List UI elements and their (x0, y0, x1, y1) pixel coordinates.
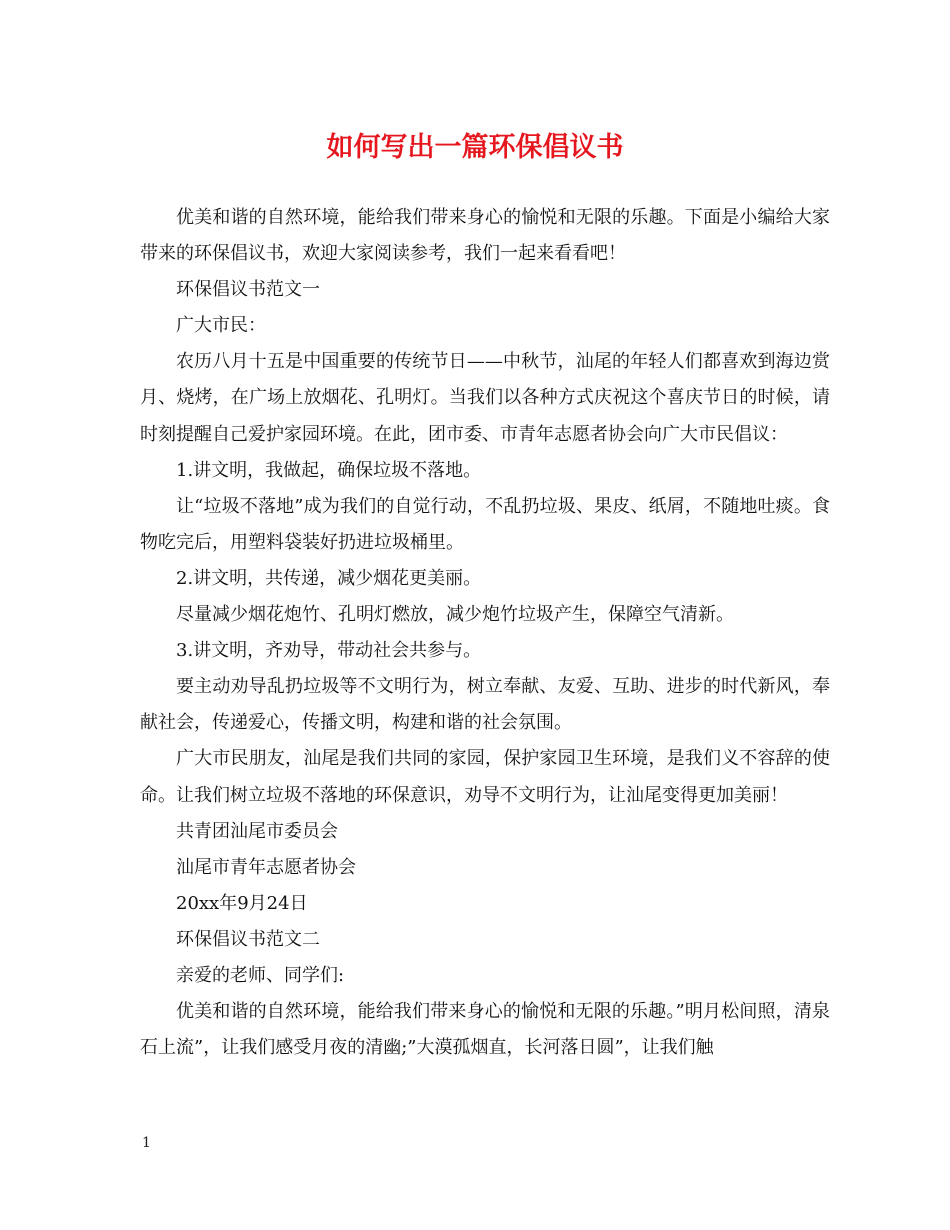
paragraph: 农历八月十五是中国重要的传统节日——中秋节，汕尾的年轻人们都喜欢到海边赏月、烧烤，在广场上放烟花、孔明灯。当我们以各种方式庆祝这个喜庆节日的时候，请时刻提醒自己爱护家园环境。在此，团市委、市青年志愿者协会向广大市民倡议： (140, 351, 830, 445)
paragraph: 尽量减少烟花炮竹、孔明灯燃放，减少炮竹垃圾产生，保障空气清新。 (176, 604, 734, 626)
salutation: 广大市民： (176, 315, 266, 337)
paragraph: 优美和谐的自然环境，能给我们带来身心的愉悦和无限的乐趣。”明月松间照，清泉石上流”，让我们感受月夜的清幽;”大漠孤烟直，长河落日圆”，让我们触 (140, 1001, 830, 1059)
salutation: 亲爱的老师、同学们: (176, 964, 345, 986)
section-heading: 环保倡议书范文一 (176, 279, 320, 301)
signature-organization: 汕尾市青年志愿者协会 (176, 856, 356, 878)
document-title: 如何写出一篇环保倡议书 (326, 132, 624, 163)
list-item-heading: 3.讲文明，齐劝导，带动社会共参与。 (176, 640, 482, 662)
section-heading: 环保倡议书范文二 (176, 928, 320, 950)
document-body (140, 200, 830, 1066)
signature-organization: 共青团汕尾市委员会 (176, 820, 338, 842)
list-item-heading: 2.讲文明，共传递，减少烟花更美丽。 (176, 567, 482, 589)
signature-date: 20xx年9月24日 (176, 892, 308, 914)
paragraph: 让“垃圾不落地”成为我们的自觉行动，不乱扔垃圾、果皮、纸屑，不随地吐痰。食物吃完后，用塑料袋装好扔进垃圾桶里。 (140, 495, 830, 553)
paragraph: 优美和谐的自然环境，能给我们带来身心的愉悦和无限的乐趣。下面是小编给大家带来的环保倡议书，欢迎大家阅读参考，我们一起来看看吧！ (140, 207, 830, 265)
paragraph: 要主动劝导乱扔垃圾等不文明行为，树立奉献、友爱、互助、进步的时代新风，奉献社会，传递爱心，传播文明，构建和谐的社会氛围。 (140, 676, 830, 734)
paragraph: 广大市民朋友，汕尾是我们共同的家园，保护家园卫生环境，是我们义不容辞的使命。让我们树立垃圾不落地的环保意识，劝导不文明行为，让汕尾变得更加美丽！ (140, 748, 830, 806)
list-item-heading: 1.讲文明，我做起，确保垃圾不落地。 (176, 459, 482, 481)
page-number: 1 (142, 1135, 151, 1151)
